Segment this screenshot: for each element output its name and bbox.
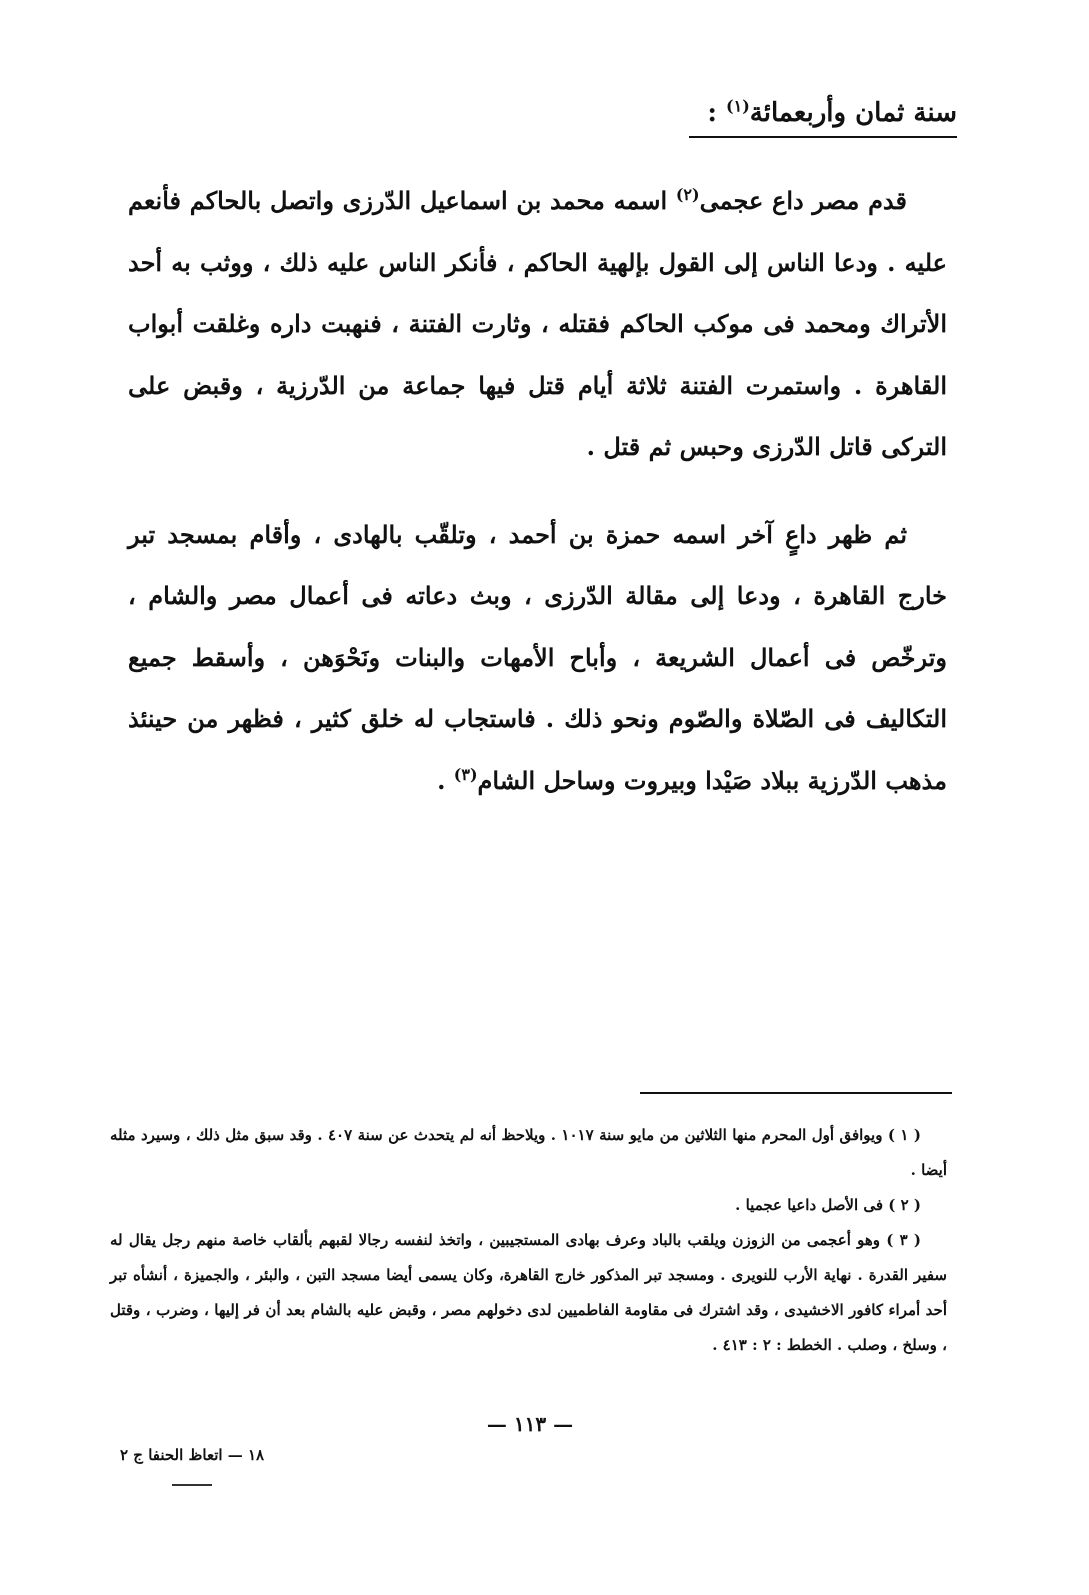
signature-rule [172,1484,212,1486]
footnotes [110,1118,947,1363]
heading-text: سنة ثمان وأربعمائة [749,98,957,128]
paragraph-1 [128,170,947,478]
printer-signature: ١٨ — اتعاظ الحنفا ج ٢ [120,1446,265,1464]
paragraph-1-rest: اسمه محمد بن اسماعيل الدّرزى واتصل بالحاكم فأنعم عليه . ودعا الناس إلى القول بإلهية الحاكم ، فأنكر الناس عليه ذلك ، ووثب به أحد الأتراك ومحمد فى موكب الحاكم فقتله ، وثارت الفتنة ، فنهبت داره وغلقت أبواب القاهرة . واستمرت الفتنة ثلاثة أيام قتل فيها جماعة من الدّرزية ، وقبض على التركى قاتل الدّرزى وحبس ثم قتل . [128,186,947,461]
main-text [128,170,947,837]
paragraph-2 [128,504,947,812]
heading-colon: : [707,98,727,128]
section-heading [689,98,957,138]
footnote-ref-1[interactable]: (١) [726,96,750,116]
footnote-3: ( ٣ ) وهو أعجمى من الزوزن ويلقب بالباد وعرف بهادى المستجيبين ، واتخذ لنفسه رجالا لقبهم بألقاب خاصة منهم رجل يقال له سفير القدرة . نهاية الأرب للنويرى . ومسجد تبر المذكور خارج القاهرة، وكان يسمى أيضا مسجد التبن ، والبئر ، والجميزة ، أنشأه تبر أحد أمراء كافور الاخشيدى ، وقد اشترك فى مقاومة الفاطميين لدى دخولهم مصر ، وقبض عليه بالشام بعد أن فر إليها ، وضرب ، وقتل ، وسلخ ، وصلب . الخطط : ٢ : ٤١٣ . [110,1231,947,1354]
footnote-1: ( ١ ) ويوافق أول المحرم منها الثلاثين من مايو سنة ١٠١٧ . ويلاحظ أنه لم يتحدث عن سنة ٤٠٧ . وقد سبق مثل ذلك ، وسيرد مثله أيضا . [110,1126,947,1179]
heading-block [689,98,957,138]
paragraph-1-start: قدم مصر داع عجمى [699,186,907,215]
paragraph-2-text: ثم ظهر داعٍ آخر اسمه حمزة بن أحمد ، وتلقّب بالهادى ، وأقام بمسجد تبر خارج القاهرة ، ودعا إلى مقالة الدّرزى ، وبث دعاته فى أعمال مصر والشام ، وترخّص فى أعمال الشريعة ، وأباح الأمهات والبنات ونَحْوَهن ، وأسقط جميع التكاليف فى الصّلاة والصّوم ونحو ذلك . فاستجاب له خلق كثير ، فظهر من حينئذ مذهب الدّرزية ببلاد صَيْدا وبيروت وساحل الشام [128,519,948,795]
footnote-ref-2[interactable]: (٢) [675,185,700,204]
paragraph-2-tail: . [437,765,454,795]
footnote-2: ( ٢ ) فى الأصل داعيا عجميا . [735,1196,921,1214]
page-number: — ١١٣ — [486,1412,574,1436]
footnote-divider [640,1092,952,1094]
footnote-ref-3[interactable]: (٣) [453,764,478,784]
